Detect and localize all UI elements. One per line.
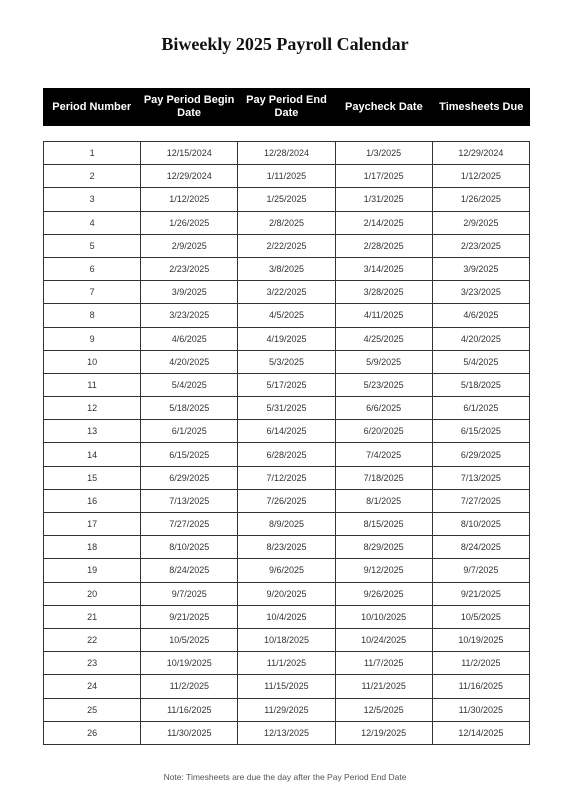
paycheck-date-cell: 11/21/2025 [335,675,432,698]
begin-date-cell: 4/6/2025 [141,327,238,350]
period-number-cell: 11 [44,373,141,396]
column-header-paycheck-date: Paycheck Date [345,100,423,113]
end-date-cell: 4/19/2025 [238,327,335,350]
begin-date-cell: 10/5/2025 [141,628,238,651]
column-header-timesheets-due: Timesheets Due [439,100,524,113]
begin-date-cell: 11/30/2025 [141,721,238,744]
paycheck-date-cell: 8/29/2025 [335,536,432,559]
page-title: Biweekly 2025 Payroll Calendar [161,34,409,54]
timesheets-due-cell: 4/20/2025 [432,327,529,350]
begin-date-cell: 7/27/2025 [141,513,238,536]
end-date-cell: 1/11/2025 [238,165,335,188]
timesheets-due-cell: 11/2/2025 [432,652,529,675]
paycheck-date-cell: 4/25/2025 [335,327,432,350]
end-date-cell: 3/22/2025 [238,281,335,304]
period-number-cell: 7 [44,281,141,304]
paycheck-date-cell: 2/28/2025 [335,234,432,257]
column-header-end-date: Pay Period End Date [246,94,327,119]
table-row [44,698,530,721]
end-date-cell: 10/18/2025 [238,628,335,651]
period-number-cell: 24 [44,675,141,698]
paycheck-date-cell: 3/28/2025 [335,281,432,304]
paycheck-date-cell: 2/14/2025 [335,211,432,234]
end-date-cell: 7/12/2025 [238,466,335,489]
timesheets-due-cell: 3/23/2025 [432,281,529,304]
timesheets-due-cell: 8/10/2025 [432,513,529,536]
timesheets-due-cell: 2/9/2025 [432,211,529,234]
table-row [44,559,530,582]
paycheck-date-cell: 4/11/2025 [335,304,432,327]
begin-date-cell: 10/19/2025 [141,652,238,675]
begin-date-cell: 7/13/2025 [141,489,238,512]
table-row [44,420,530,443]
end-date-cell: 8/23/2025 [238,536,335,559]
timesheets-due-cell: 11/30/2025 [432,698,529,721]
end-date-cell: 8/9/2025 [238,513,335,536]
period-number-cell: 22 [44,628,141,651]
timesheets-due-cell: 7/27/2025 [432,489,529,512]
end-date-cell: 2/8/2025 [238,211,335,234]
period-number-cell: 14 [44,443,141,466]
timesheets-due-cell: 11/16/2025 [432,675,529,698]
period-number-cell: 1 [44,142,141,165]
period-number-cell: 12 [44,397,141,420]
end-date-cell: 3/8/2025 [238,257,335,280]
end-date-cell: 12/13/2025 [238,721,335,744]
paycheck-date-cell: 3/14/2025 [335,257,432,280]
table-row [44,234,530,257]
timesheets-due-cell: 7/13/2025 [432,466,529,489]
begin-date-cell: 6/15/2025 [141,443,238,466]
paycheck-date-cell: 10/10/2025 [335,605,432,628]
begin-date-cell: 8/24/2025 [141,559,238,582]
begin-date-cell: 2/23/2025 [141,257,238,280]
table-row [44,628,530,651]
timesheets-due-cell: 6/15/2025 [432,420,529,443]
begin-date-cell: 3/9/2025 [141,281,238,304]
table-row [44,281,530,304]
table-row [44,443,530,466]
begin-date-cell: 5/18/2025 [141,397,238,420]
table-row [44,350,530,373]
table-row [44,582,530,605]
column-header-period-number: Period Number [52,100,132,113]
payroll-table [43,141,530,745]
end-date-cell: 9/20/2025 [238,582,335,605]
end-date-cell: 9/6/2025 [238,559,335,582]
period-number-cell: 26 [44,721,141,744]
period-number-cell: 19 [44,559,141,582]
paycheck-date-cell: 7/18/2025 [335,466,432,489]
begin-date-cell: 12/29/2024 [141,165,238,188]
begin-date-cell: 6/29/2025 [141,466,238,489]
period-number-cell: 21 [44,605,141,628]
end-date-cell: 11/29/2025 [238,698,335,721]
timesheets-due-cell: 5/4/2025 [432,350,529,373]
paycheck-date-cell: 6/20/2025 [335,420,432,443]
table-row [44,165,530,188]
paycheck-date-cell: 9/26/2025 [335,582,432,605]
begin-date-cell: 5/4/2025 [141,373,238,396]
begin-date-cell: 9/7/2025 [141,582,238,605]
table-row [44,652,530,675]
begin-date-cell: 11/2/2025 [141,675,238,698]
table-row [44,373,530,396]
timesheets-due-cell: 5/18/2025 [432,373,529,396]
timesheets-due-cell: 12/29/2024 [432,142,529,165]
end-date-cell: 12/28/2024 [238,142,335,165]
paycheck-date-cell: 10/24/2025 [335,628,432,651]
paycheck-date-cell: 11/7/2025 [335,652,432,675]
paycheck-date-cell: 12/5/2025 [335,698,432,721]
timesheets-due-cell: 12/14/2025 [432,721,529,744]
payroll-table-body [44,142,530,745]
table-row [44,211,530,234]
end-date-cell: 11/15/2025 [238,675,335,698]
paycheck-date-cell: 6/6/2025 [335,397,432,420]
begin-date-cell: 12/15/2024 [141,142,238,165]
end-date-cell: 1/25/2025 [238,188,335,211]
table-row [44,327,530,350]
end-date-cell: 5/3/2025 [238,350,335,373]
period-number-cell: 15 [44,466,141,489]
period-number-cell: 3 [44,188,141,211]
begin-date-cell: 4/20/2025 [141,350,238,373]
end-date-cell: 2/22/2025 [238,234,335,257]
timesheets-due-cell: 9/21/2025 [432,582,529,605]
table-row [44,188,530,211]
timesheets-due-cell: 6/1/2025 [432,397,529,420]
end-date-cell: 6/28/2025 [238,443,335,466]
paycheck-date-cell: 8/1/2025 [335,489,432,512]
paycheck-date-cell: 8/15/2025 [335,513,432,536]
table-row [44,536,530,559]
period-number-cell: 20 [44,582,141,605]
end-date-cell: 10/4/2025 [238,605,335,628]
period-number-cell: 23 [44,652,141,675]
paycheck-date-cell: 1/3/2025 [335,142,432,165]
begin-date-cell: 1/12/2025 [141,188,238,211]
footnote: Note: Timesheets are due the day after the Pay Period End Date [163,772,407,782]
begin-date-cell: 6/1/2025 [141,420,238,443]
end-date-cell: 4/5/2025 [238,304,335,327]
table-row [44,675,530,698]
timesheets-due-cell: 8/24/2025 [432,536,529,559]
table-row [44,397,530,420]
paycheck-date-cell: 12/19/2025 [335,721,432,744]
timesheets-due-cell: 9/7/2025 [432,559,529,582]
table-row [44,304,530,327]
end-date-cell: 11/1/2025 [238,652,335,675]
period-number-cell: 8 [44,304,141,327]
period-number-cell: 17 [44,513,141,536]
period-number-cell: 10 [44,350,141,373]
table-row [44,489,530,512]
timesheets-due-cell: 10/19/2025 [432,628,529,651]
timesheets-due-cell: 10/5/2025 [432,605,529,628]
period-number-cell: 25 [44,698,141,721]
timesheets-due-cell: 1/12/2025 [432,165,529,188]
paycheck-date-cell: 5/23/2025 [335,373,432,396]
period-number-cell: 5 [44,234,141,257]
table-header-bar [43,88,530,126]
paycheck-date-cell: 1/17/2025 [335,165,432,188]
column-header-begin-date: Pay Period Begin Date [143,94,235,119]
paycheck-date-cell: 9/12/2025 [335,559,432,582]
period-number-cell: 18 [44,536,141,559]
table-row [44,513,530,536]
paycheck-date-cell: 1/31/2025 [335,188,432,211]
period-number-cell: 9 [44,327,141,350]
period-number-cell: 16 [44,489,141,512]
paycheck-date-cell: 5/9/2025 [335,350,432,373]
end-date-cell: 7/26/2025 [238,489,335,512]
begin-date-cell: 2/9/2025 [141,234,238,257]
begin-date-cell: 3/23/2025 [141,304,238,327]
table-row [44,721,530,744]
timesheets-due-cell: 4/6/2025 [432,304,529,327]
table-row [44,257,530,280]
table-row [44,142,530,165]
end-date-cell: 6/14/2025 [238,420,335,443]
begin-date-cell: 8/10/2025 [141,536,238,559]
timesheets-due-cell: 3/9/2025 [432,257,529,280]
timesheets-due-cell: 2/23/2025 [432,234,529,257]
timesheets-due-cell: 1/26/2025 [432,188,529,211]
end-date-cell: 5/31/2025 [238,397,335,420]
period-number-cell: 13 [44,420,141,443]
begin-date-cell: 11/16/2025 [141,698,238,721]
period-number-cell: 6 [44,257,141,280]
end-date-cell: 5/17/2025 [238,373,335,396]
table-row [44,466,530,489]
period-number-cell: 4 [44,211,141,234]
begin-date-cell: 1/26/2025 [141,211,238,234]
period-number-cell: 2 [44,165,141,188]
table-row [44,605,530,628]
paycheck-date-cell: 7/4/2025 [335,443,432,466]
timesheets-due-cell: 6/29/2025 [432,443,529,466]
begin-date-cell: 9/21/2025 [141,605,238,628]
